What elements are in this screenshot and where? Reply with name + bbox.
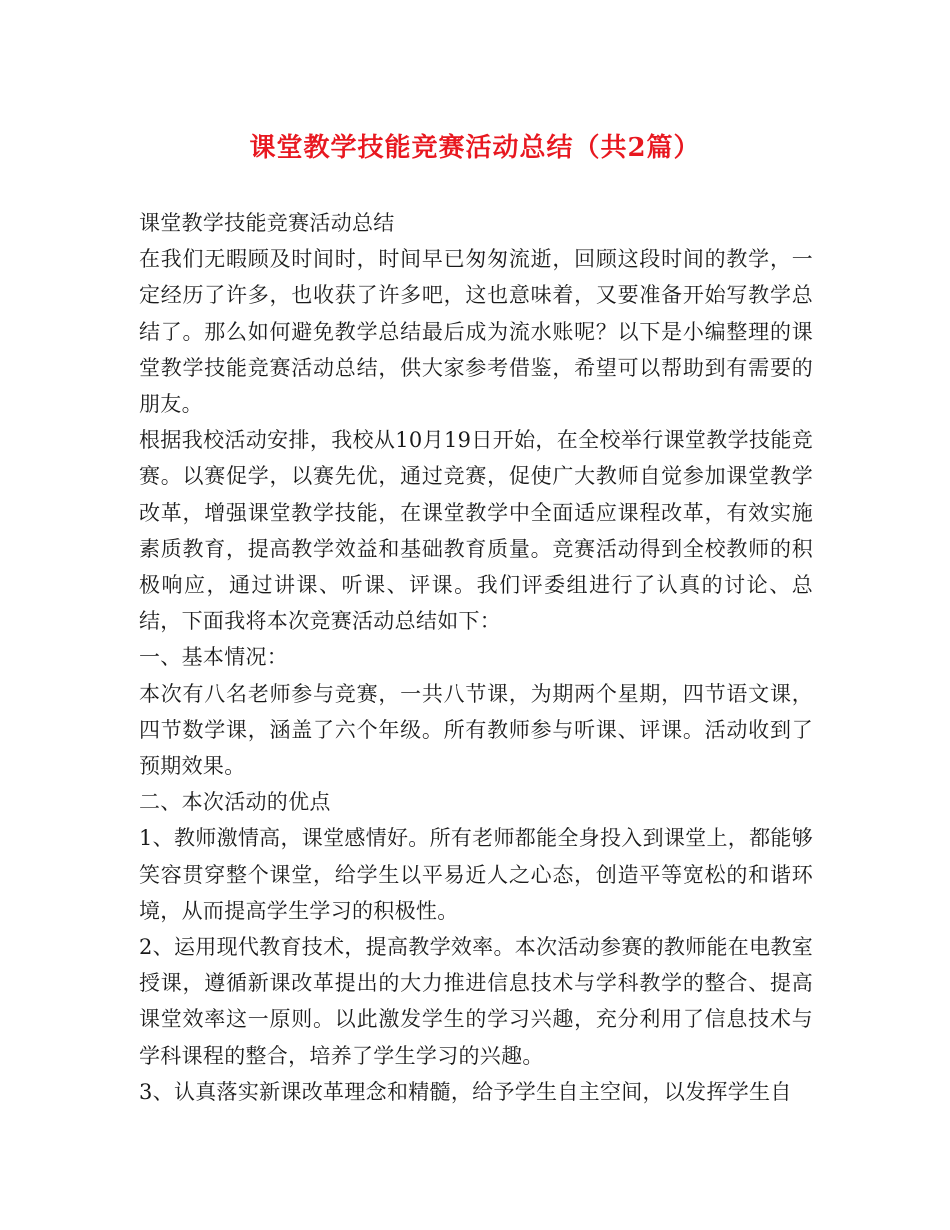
paragraph-intro: 在我们无暇顾及时间时，时间早已匆匆流逝，回顾这段时间的教学，一定经历了许多，也收获了许多吧，这也意味着，又要准备开始写教学总结了。那么如何避免教学总结最后成为流水账呢？以下是小编整理的课堂教学技能竞赛活动总结，供大家参考借鉴，希望可以帮助到有需要的朋友。 — [139, 247, 813, 417]
document-body — [139, 205, 813, 1110]
paragraph-advantage-3: 3、认真落实新课改革理念和精髓，给予学生自主空间，以发挥学生自 — [139, 1079, 792, 1104]
paragraph-basic-situation: 本次有八名老师参与竞赛，一共八节课，为期两个星期，四节语文课，四节数学课，涵盖了六个年级。所有教师参与听课、评课。活动收到了预期效果。 — [139, 681, 813, 779]
section-heading: 课堂教学技能竞赛活动总结 — [139, 211, 395, 235]
paragraph-advantage-2: 2、运用现代教育技术，提高教学效率。本次活动参赛的教师能在电教室授课，遵循新课改革提出的大力推进信息技术与学科教学的整合、提高课堂效率这一原则。以此激发学生的学习兴趣，充分利用了信息技术与学科课程的整合，培养了学生学习的兴趣。 — [139, 935, 813, 1068]
paragraph-advantage-1: 1、教师激情高，课堂感情好。所有老师都能全身投入到课堂上，都能够笑容贯穿整个课堂，给学生以平易近人之心态，创造平等宽松的和谐环境，从而提高学生学习的积极性。 — [139, 826, 813, 923]
heading-advantages: 二、本次活动的优点 — [139, 790, 331, 815]
document-title: 课堂教学技能竞赛活动总结（共2篇） — [249, 133, 701, 163]
paragraph-background: 根据我校活动安排，我校从10月19日开始，在全校举行课堂教学技能竞赛。以赛促学，以赛先优，通过竞赛，促使广大教师自觉参加课堂教学改革，增强课堂教学技能，在课堂教学中全面适应课程改革，有效实施素质教育，提高教学效益和基础教育质量。竞赛活动得到全校教师的积极响应，通过讲课、听课、评课。我们评委组进行了认真的讨论、总结，下面我将本次竞赛活动总结如下： — [139, 428, 813, 634]
heading-basic-situation: 一、基本情况： — [139, 645, 289, 670]
